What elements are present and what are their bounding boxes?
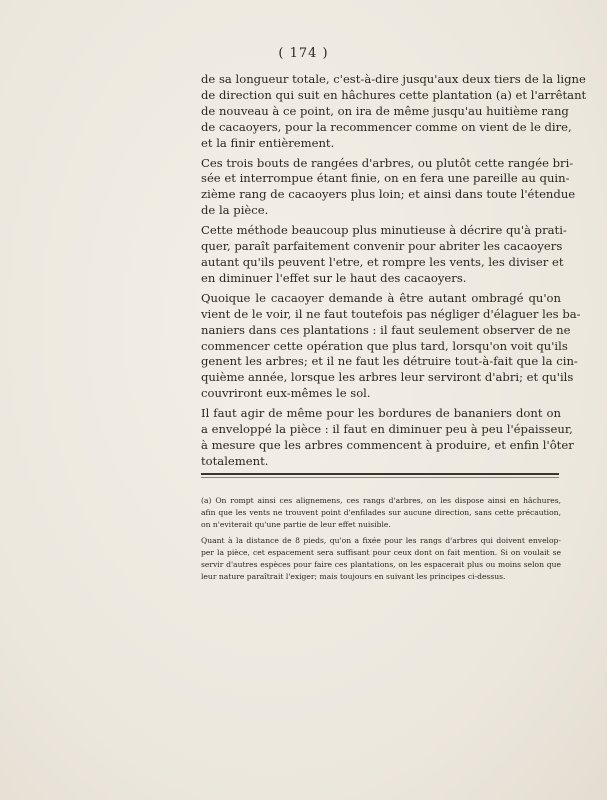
text-line: totalement. bbox=[201, 453, 269, 468]
footnote-separator-rule bbox=[201, 473, 559, 475]
text-line: on n'eviterait qu'une partie de leur effet nuisible. bbox=[201, 520, 391, 530]
page-number: ( 174 ) bbox=[278, 46, 329, 61]
text-line: autant qu'ils peuvent l'etre, et rompre les vents, les diviser et bbox=[201, 254, 564, 269]
text-line: Quant à la distance de 8 pieds, qu'on a fixée pour les rangs d'arbres qui doivent envelop- bbox=[201, 535, 561, 545]
text-line: de la pièce. bbox=[201, 203, 269, 218]
text-line: zième rang de cacaoyers plus loin; et ainsi dans toute l'étendue bbox=[201, 187, 576, 202]
text-line: leur nature paraîtrait l'exiger; mais toujours en suivant les principes ci-dessus. bbox=[201, 572, 506, 582]
text-line: per la pièce, cet espacement sera suffisant pour ceux dont on fait mention. Si on voulait se bbox=[201, 547, 561, 557]
text-line: afin que les vents ne trouvent point d'enfilades sur aucune direction, sans cette précaution, bbox=[201, 508, 561, 518]
paragraph bbox=[201, 155, 576, 220]
paragraph bbox=[201, 72, 587, 152]
footnotes bbox=[201, 495, 561, 583]
text-line: sée et interrompue étant finie, on en fera une pareille au quin- bbox=[201, 171, 570, 186]
paragraph bbox=[201, 223, 567, 287]
text-line: vient de le voir, il ne faut toutefois pas négliger d'élaguer les ba- bbox=[201, 306, 581, 321]
text-line: à mesure que les arbres commencent à produire, et enfin l'ôter bbox=[201, 437, 574, 452]
footnote-separator-thin-rule bbox=[201, 477, 559, 478]
text-line: a enveloppé la pièce : il faut en diminuer peu à peu l'épaisseur, bbox=[201, 422, 573, 437]
text-line: Il faut agir de même pour les bordures de bananiers dont on bbox=[201, 406, 561, 421]
text-line: Ces trois bouts de rangées d'arbres, ou plutôt cette rangée bri- bbox=[201, 155, 574, 170]
footnote bbox=[201, 535, 561, 584]
paragraph bbox=[201, 406, 574, 470]
main-text bbox=[201, 72, 587, 470]
text-line: couvriront eux-mêmes le sol. bbox=[201, 386, 371, 401]
text-line: quième année, lorsque les arbres leur serviront d'abri; et qu'ils bbox=[201, 370, 574, 385]
text-line: de nouveau à ce point, on ira de même jusqu'au huitième rang bbox=[201, 103, 569, 118]
text-line: et la finir entièrement. bbox=[201, 135, 335, 150]
text-line: commencer cette opération que plus tard, lorsqu'on voit qu'ils bbox=[201, 338, 568, 353]
text-line: de cacaoyers, pour la recommencer comme on vient de le dire, bbox=[201, 119, 572, 134]
text-line: Quoique le cacaoyer demande à être autant ombragé qu'on bbox=[201, 290, 561, 305]
text-line: Cette méthode beaucoup plus minutieuse à décrire qu'à prati- bbox=[201, 223, 567, 238]
text-line: servir d'autres espèces pour faire ces plantations, on les espacerait plus ou moins selon que bbox=[201, 560, 561, 570]
text-line: de sa longueur totale, c'est-à-dire jusqu'aux deux tiers de la ligne bbox=[201, 72, 586, 86]
paragraph bbox=[201, 290, 581, 402]
text-line: quer, paraît parfaitement convenir pour abriter les cacaoyers bbox=[201, 239, 563, 254]
text-line: (a) On rompt ainsi ces alignemens, ces rangs d'arbres, on les dispose ainsi en hâchures, bbox=[201, 496, 561, 505]
text-line: en diminuer l'effet sur le haut des cacaoyers. bbox=[201, 270, 467, 285]
text-line: de direction qui suit en hâchures cette plantation (a) et l'arrêtant bbox=[201, 87, 587, 102]
footnote bbox=[201, 495, 561, 532]
text-line: naniers dans ces plantations : il faut seulement observer de ne bbox=[201, 322, 571, 337]
text-line: genent les arbres; et il ne faut les détruire tout-à-fait que la cin- bbox=[201, 354, 578, 369]
